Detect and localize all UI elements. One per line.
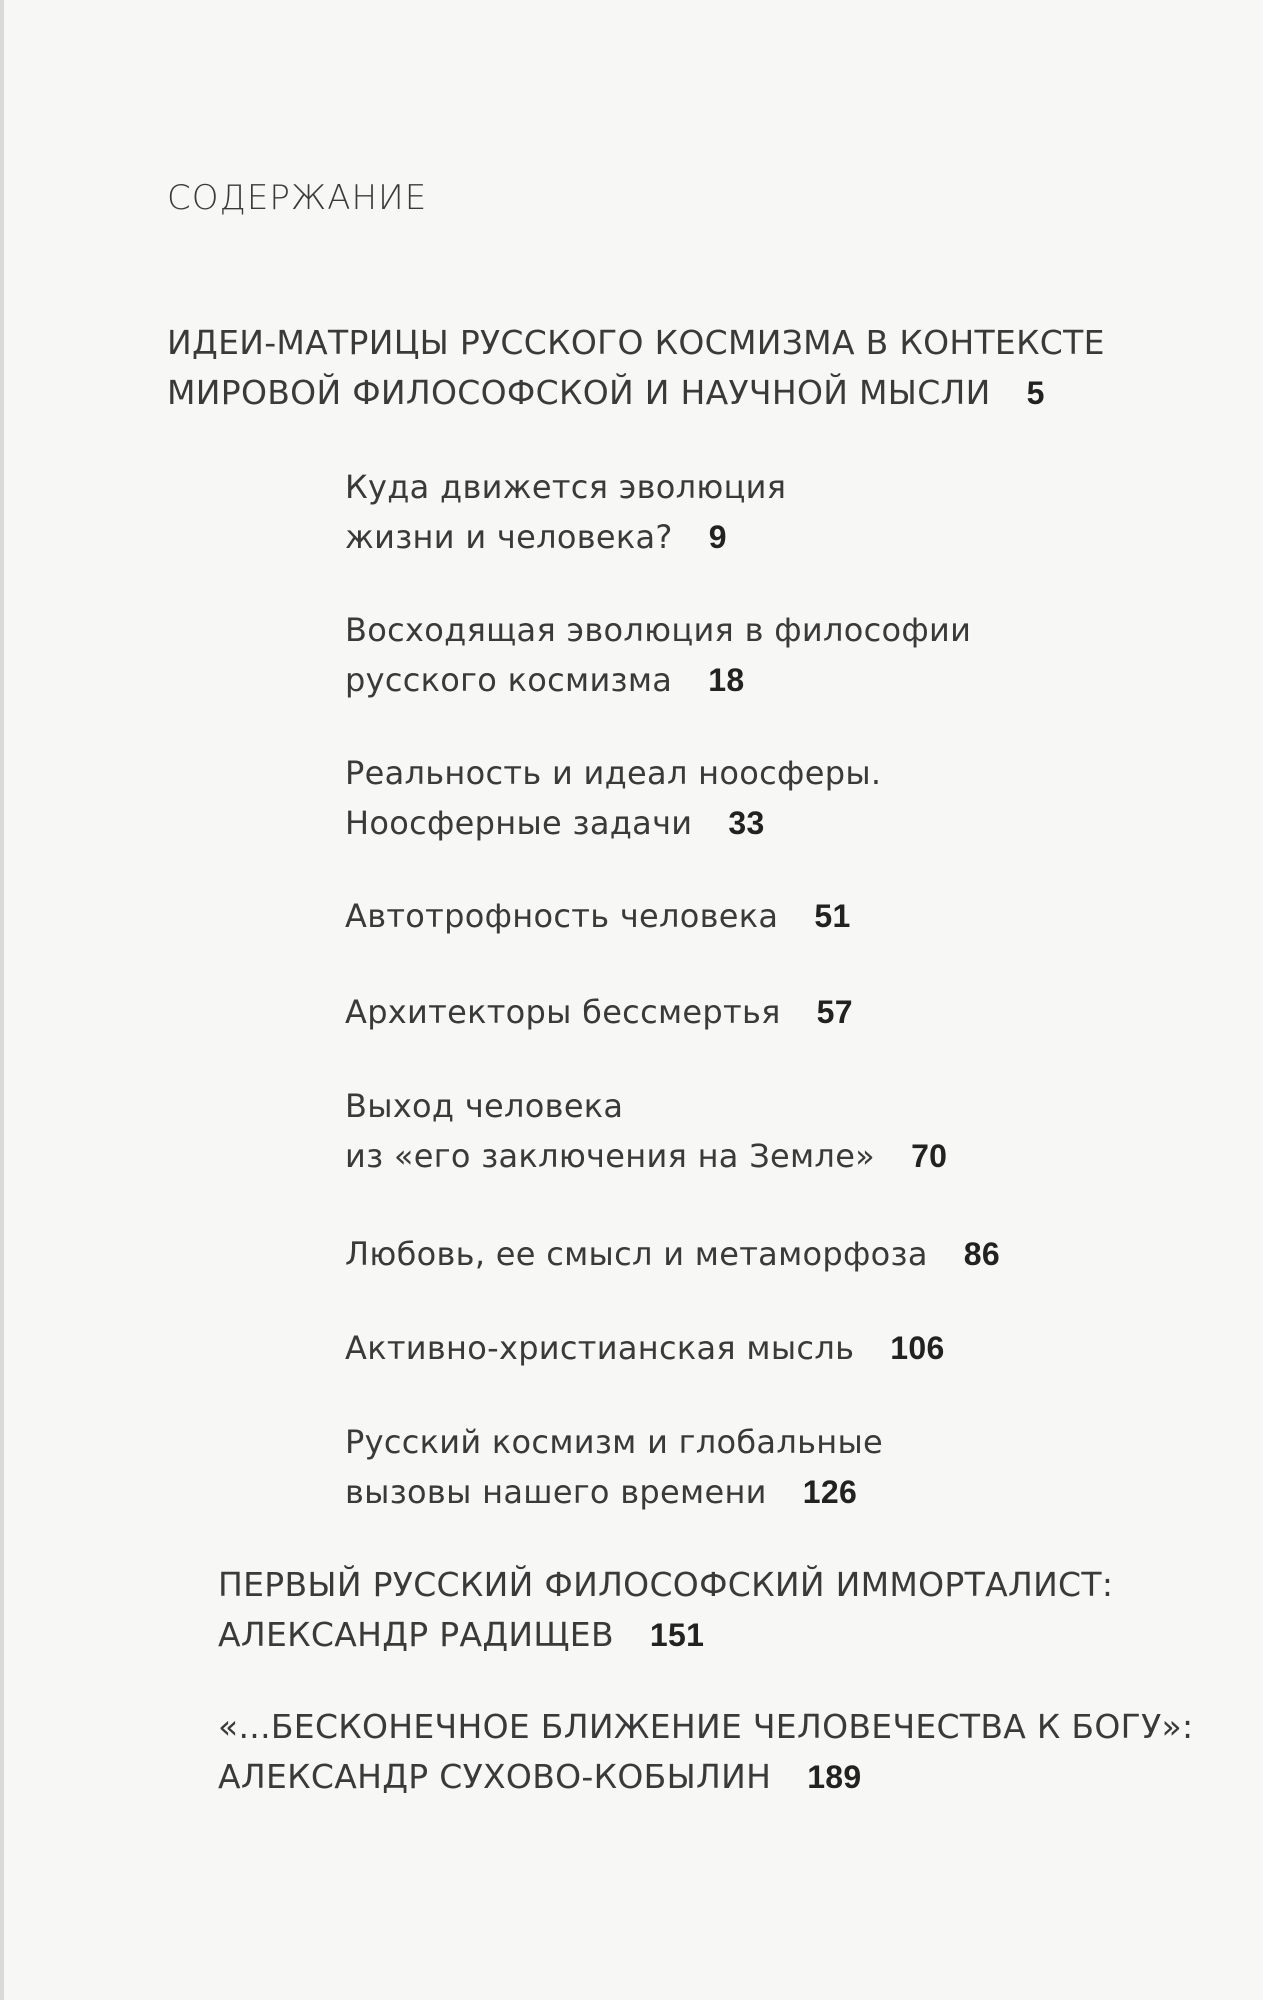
page-number: 57 <box>816 994 853 1030</box>
toc-entry-line: Любовь, ее смысл и метаморфоза <box>345 1235 928 1273</box>
page-number: 18 <box>708 662 745 698</box>
toc-entry-line: «...БЕСКОНЕЧНОЕ БЛИЖЕНИЕ ЧЕЛОВЕЧЕСТВА К БОГУ»: <box>218 1707 1194 1746</box>
page-number: 70 <box>911 1138 948 1174</box>
page-number: 106 <box>890 1330 945 1366</box>
toc-entry-line: ИДЕИ-МАТРИЦЫ РУССКОГО КОСМИЗМА В КОНТЕКСТЕ <box>167 323 1105 362</box>
toc-chapter-4[interactable] <box>345 891 851 941</box>
toc-entry-line: Реальность и идеал ноосферы. <box>345 754 882 792</box>
toc-part-3[interactable] <box>218 1702 1193 1802</box>
toc-entry-line: Архитекторы бессмертья <box>345 993 781 1031</box>
toc-chapter-8[interactable] <box>345 1323 945 1373</box>
page-number: 9 <box>708 519 727 555</box>
toc-entry-line: АЛЕКСАНДР РАДИЩЕВ <box>218 1615 614 1654</box>
toc-entry-line: Восходящая эволюция в философии <box>345 611 972 649</box>
page-number: 189 <box>807 1759 862 1795</box>
toc-entry-line: Выход человека <box>345 1087 624 1125</box>
page-number: 33 <box>728 805 765 841</box>
toc-chapter-7[interactable] <box>345 1229 1000 1279</box>
toc-entry-line: Куда движется эволюция <box>345 468 787 506</box>
toc-chapter-1[interactable] <box>345 462 786 562</box>
toc-entry-line: ПЕРВЫЙ РУССКИЙ ФИЛОСОФСКИЙ ИММОРТАЛИСТ: <box>218 1565 1114 1604</box>
page-number: 5 <box>1026 375 1045 411</box>
toc-entry-line: Автотрофность человека <box>345 897 779 935</box>
toc-chapter-3[interactable] <box>345 748 881 848</box>
toc-entry-line: Русский космизм и глобальные <box>345 1423 884 1461</box>
page-number: 86 <box>963 1236 1000 1272</box>
page-number: 151 <box>649 1617 705 1653</box>
page-edge <box>0 0 4 2000</box>
toc-entry-line: МИРОВОЙ ФИЛОСОФСКОЙ И НАУЧНОЙ МЫСЛИ <box>167 373 991 412</box>
toc-entry-line: из «его заключения на Земле» <box>345 1137 876 1175</box>
toc-entry-line: вызовы нашего времени <box>345 1473 767 1511</box>
toc-entry-line: АЛЕКСАНДР СУХОВО-КОБЫЛИН <box>218 1757 772 1796</box>
toc-entry-line: Активно-христианская мысль <box>345 1329 855 1367</box>
toc-chapter-9[interactable] <box>345 1417 883 1517</box>
page-number: 126 <box>802 1474 858 1510</box>
page-number: 51 <box>814 898 851 934</box>
toc-entry-line: жизни и человека? <box>345 518 673 556</box>
toc-part-2[interactable] <box>218 1560 1113 1660</box>
toc-part-1[interactable] <box>167 318 1105 418</box>
toc-entry-line: русского космизма <box>345 661 673 699</box>
toc-entry-line: Ноосферные задачи <box>345 804 693 842</box>
toc-chapter-5[interactable] <box>345 987 853 1037</box>
toc-title: СОДЕРЖАНИЕ <box>167 178 428 218</box>
toc-chapter-2[interactable] <box>345 605 971 705</box>
toc-chapter-6[interactable] <box>345 1081 947 1181</box>
